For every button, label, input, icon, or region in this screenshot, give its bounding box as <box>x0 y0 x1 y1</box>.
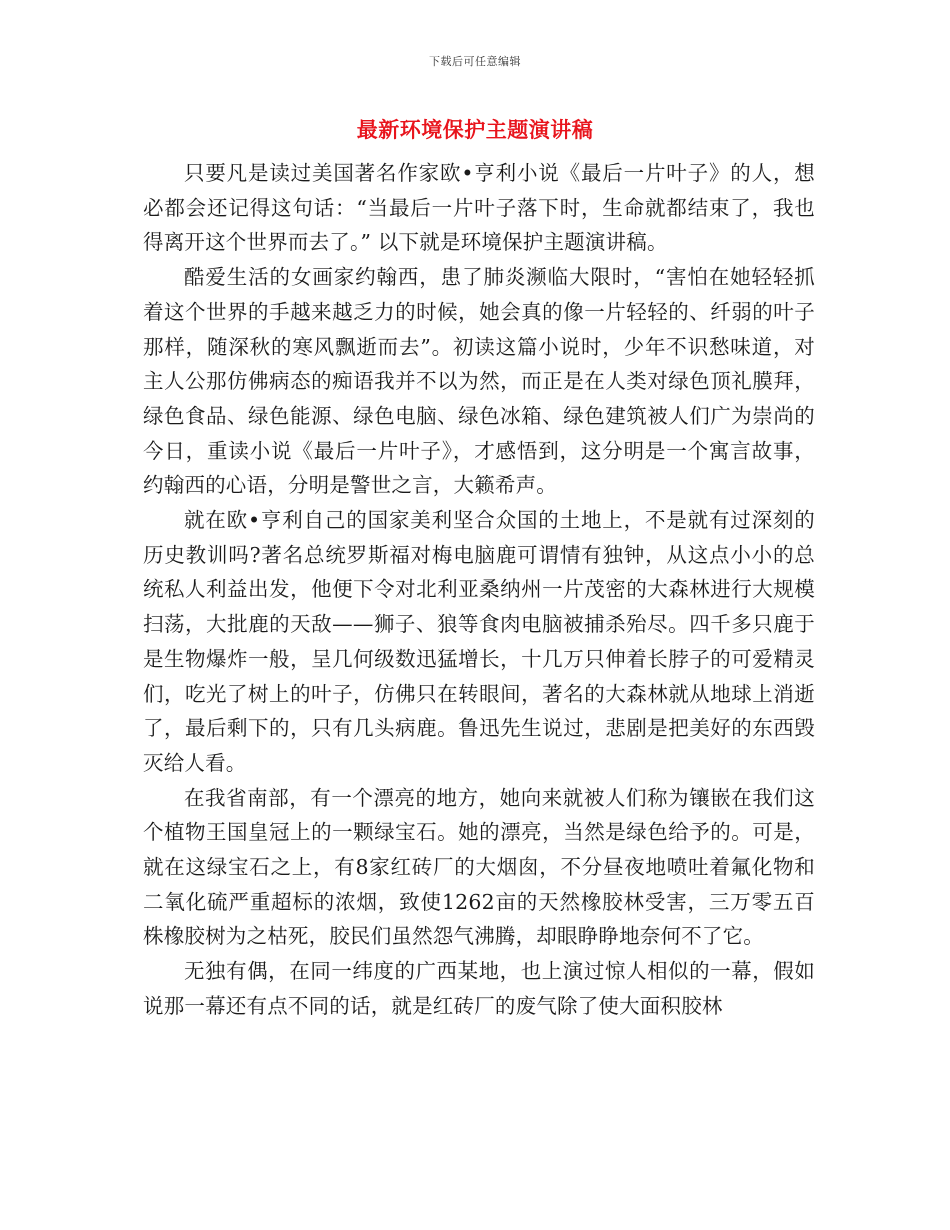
paragraph-2: 酷爱生活的女画家约翰西，患了肺炎濒临大限时，“害怕在她轻轻抓着这个世界的手越来越乏力的时候，她会真的像一片轻轻的、纤弱的叶子那样，随深秋的寒风飘逝而去”。初读这篇小说时，少年不识愁味道，对主人公那仿佛病态的痴语我并不以为然，而正是在人类对绿色顶礼膜拜，绿色食品、绿色能源、绿色电脑、绿色冰箱、绿色建筑被人们广为崇尚的今日，重读小说《最后一片叶子》，才感悟到，这分明是一个寓言故事，约翰西的心语，分明是警世之言，大籁希声。 <box>143 265 815 498</box>
page-title: 最新环境保护主题演讲稿 <box>356 117 594 142</box>
paragraph-3: 就在欧•亨利自己的国家美利坚合众国的土地上，不是就有过深刻的历史教训吗?著名总统罗斯福对梅电脑鹿可谓情有独钟，从这点小小的总统私人利益出发，他便下令对北利亚桑纳州一片茂密的大森林进行大规模扫荡，大批鹿的天敌——狮子、狼等食肉电脑被捕杀殆尽。四千多只鹿于是生物爆炸一般，呈几何级数迅猛增长，十几万只伸着长脖子的可爱精灵们，吃光了树上的叶子，仿佛只在转眼间，著名的大森林就从地球上消逝了，最后剩下的，只有几头病鹿。鲁迅先生说过，悲剧是把美好的东西毁灭给人看。 <box>143 508 815 775</box>
header-note: 下载后可任意编辑 <box>429 55 521 68</box>
paragraph-5: 无独有偶，在同一纬度的广西某地，也上演过惊人相似的一幕，假如说那一幕还有点不同的话，就是红砖厂的废气除了使大面积胶林 <box>143 959 815 1018</box>
document-body <box>143 156 815 1024</box>
paragraph-4: 在我省南部，有一个漂亮的地方，她向来就被人们称为镶嵌在我们这个植物王国皇冠上的一颗绿宝石。她的漂亮，当然是绿色给予的。可是，就在这绿宝石之上，有8家红砖厂的大烟囱，不分昼夜地喷吐着氟化物和二氧化硫严重超标的浓烟，致使1262亩的天然橡胶林受害，三万零五百株橡胶树为之枯死，胶民们虽然怨气沸腾，却眼睁睁地奈何不了它。 <box>143 785 815 949</box>
paragraph-1: 只要凡是读过美国著名作家欧•亨利小说《最后一片叶子》的人，想必都会还记得这句话：“当最后一片叶子落下时，生命就都结束了，我也得离开这个世界而去了。” 以下就是环境保护主题演讲稿。 <box>143 161 815 255</box>
